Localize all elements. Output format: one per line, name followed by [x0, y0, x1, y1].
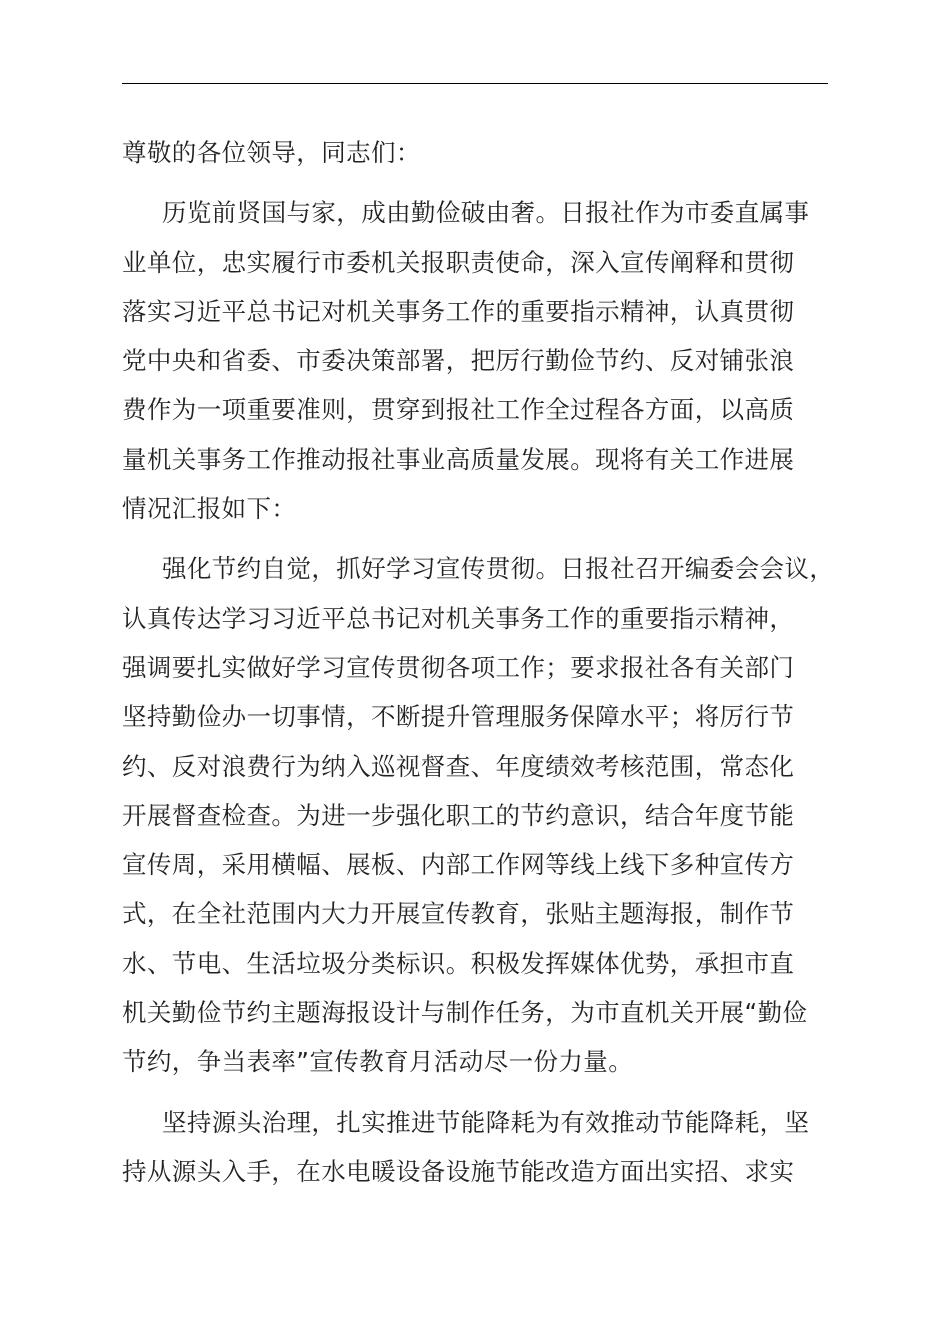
paragraph-line: 持从源头入手，在水电暖设备设施节能改造方面出实招、求实 [122, 1156, 795, 1186]
paragraph-line: 开展督查检查。为进一步强化职工的节约意识，结合年度节能 [122, 800, 795, 830]
paragraph-line: 业单位，忠实履行市委机关报职责使命，深入宣传阐释和贯彻 [122, 247, 795, 277]
paragraph-line: 节约，争当表率”宣传教育月活动尽一份力量。 [122, 1047, 634, 1077]
paragraph-line: 情况汇报如下： [122, 494, 297, 524]
paragraph-line: 量机关事务工作推动报社事业高质量发展。现将有关工作进展 [122, 444, 795, 474]
document-body [122, 128, 842, 1196]
paragraph-line: 机关勤俭节约主题海报设计与制作任务，为市直机关开展“勤俭 [122, 998, 808, 1028]
paragraph-line: 党中央和省委、市委决策部署，把厉行勤俭节约、反对铺张浪 [122, 346, 795, 376]
paragraph-1 [122, 188, 842, 533]
paragraph-3 [122, 1098, 842, 1197]
paragraph-line: 坚持源头治理，扎实推进节能降耗为有效推动节能降耗，坚 [162, 1107, 810, 1137]
paragraph-spacer [122, 177, 842, 188]
paragraph-line: 落实习近平总书记对机关事务工作的重要指示精神，认真贯彻 [122, 296, 795, 326]
paragraph-line: 强调要扎实做好学习宣传贯彻各项工作；要求报社各有关部门 [122, 652, 795, 682]
paragraph-spacer [122, 533, 842, 544]
paragraph-line: 认真传达学习习近平总书记对机关事务工作的重要指示精神， [122, 603, 795, 633]
paragraph-line: 强化节约自觉，抓好学习宣传贯彻。日报社召开编委会会议， [162, 554, 835, 584]
paragraph-2 [122, 544, 842, 1086]
paragraph-line: 坚持勤俭办一切事情，不断提升管理服务保障水平；将厉行节 [122, 702, 795, 732]
header-rule [122, 83, 828, 84]
paragraph-line: 费作为一项重要准则，贯穿到报社工作全过程各方面，以高质 [122, 395, 795, 425]
paragraph-spacer [122, 1087, 842, 1098]
salutation: 尊敬的各位领导，同志们： [122, 138, 421, 167]
paragraph-line: 历览前贤国与家，成由勤俭破由奢。日报社作为市委直属事 [162, 198, 810, 228]
paragraph-line: 宣传周，采用横幅、展板、内部工作网等线上线下多种宣传方 [122, 850, 795, 880]
paragraph-line: 约、反对浪费行为纳入巡视督查、年度绩效考核范围，常态化 [122, 751, 795, 781]
paragraph-line: 水、节电、生活垃圾分类标识。积极发挥媒体优势，承担市直 [122, 948, 795, 978]
paragraph-line: 式，在全社范围内大力开展宣传教育，张贴主题海报，制作节 [122, 899, 795, 929]
